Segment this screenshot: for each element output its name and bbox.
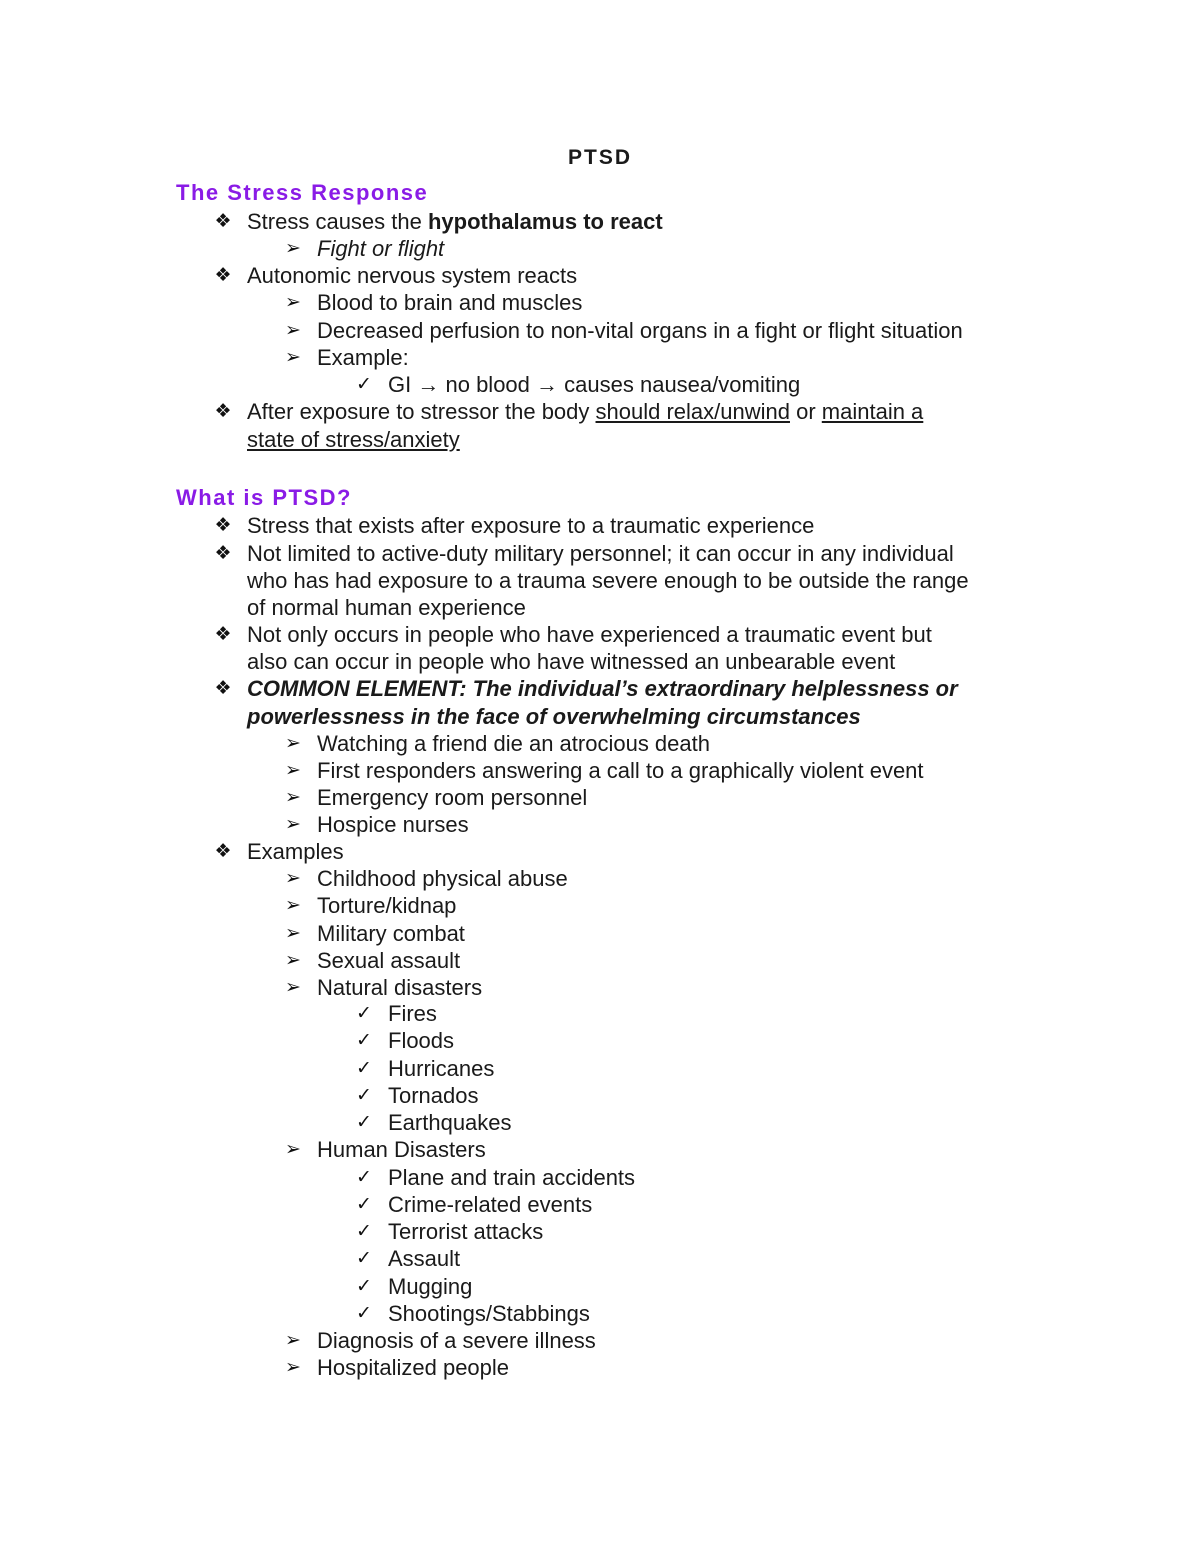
- list-item: ❖ Autonomic nervous system reacts: [247, 262, 577, 289]
- arrowhead-bullet-icon: ➢: [285, 292, 301, 313]
- list-item: ➢ Emergency room personnel: [317, 784, 587, 811]
- section-heading-what-is-ptsd: What is PTSD?: [176, 485, 352, 510]
- diamond-bullet-icon: ❖: [214, 515, 232, 536]
- arrowhead-bullet-icon: ➢: [285, 1139, 301, 1160]
- list-item: ➢ Hospice nurses: [317, 811, 469, 838]
- arrowhead-bullet-icon: ➢: [285, 950, 301, 971]
- list-item: ✓ GI → no blood → causes nausea/vomiting: [388, 371, 800, 398]
- section-heading-stress-response: The Stress Response: [176, 180, 429, 205]
- arrowhead-bullet-icon: ➢: [285, 923, 301, 944]
- document-title: PTSD: [567, 146, 632, 169]
- list-item: ➢ Fight or flight: [317, 235, 444, 262]
- list-item: ➢ Sexual assault: [317, 947, 460, 974]
- list-item: ✓ Assault: [388, 1245, 460, 1272]
- arrowhead-bullet-icon: ➢: [285, 760, 301, 781]
- list-item: ➢ Childhood physical abuse: [317, 865, 568, 892]
- check-bullet-icon: ✓: [356, 1248, 372, 1269]
- check-bullet-icon: ✓: [356, 1276, 372, 1297]
- list-item: ➢ Example:: [317, 344, 409, 371]
- list-item: ➢ Military combat: [317, 920, 465, 947]
- list-item: ➢ Natural disasters: [317, 974, 482, 1001]
- arrowhead-bullet-icon: ➢: [285, 814, 301, 835]
- list-item: ❖ Examples: [247, 838, 344, 865]
- diamond-bullet-icon: ❖: [214, 624, 232, 645]
- list-item: ✓ Hurricanes: [388, 1055, 494, 1082]
- check-bullet-icon: ✓: [356, 1030, 372, 1051]
- list-item: ➢ Torture/kidnap: [317, 892, 456, 919]
- list-item: ✓ Crime-related events: [388, 1191, 592, 1218]
- list-item: ❖ Stress that exists after exposure to a traumatic experience: [247, 512, 814, 539]
- check-bullet-icon: ✓: [356, 1194, 372, 1215]
- list-item-common-element: ❖ COMMON ELEMENT: The individual’s extraordinary helplessness or: [247, 675, 958, 702]
- check-bullet-icon: ✓: [356, 1167, 372, 1188]
- list-item: ✓ Tornados: [388, 1082, 479, 1109]
- list-item: ✓ Plane and train accidents: [388, 1164, 635, 1191]
- list-item: ✓ Shootings/Stabbings: [388, 1300, 590, 1327]
- list-item: ➢ Hospitalized people: [317, 1354, 509, 1381]
- right-arrow-icon: →: [417, 372, 440, 397]
- check-bullet-icon: ✓: [356, 1303, 372, 1324]
- list-item: ➢ First responders answering a call to a graphically violent event: [317, 757, 924, 784]
- arrowhead-bullet-icon: ➢: [285, 868, 301, 889]
- list-item-continuation: who has had exposure to a trauma severe enough to be outside the range: [247, 568, 969, 593]
- right-arrow-icon: →: [536, 372, 559, 397]
- list-item: ✓ Fires: [388, 1000, 437, 1027]
- check-bullet-icon: ✓: [356, 1085, 372, 1106]
- arrowhead-bullet-icon: ➢: [285, 895, 301, 916]
- list-item: ➢ Blood to brain and muscles: [317, 289, 582, 316]
- diamond-bullet-icon: ❖: [214, 211, 232, 232]
- diamond-bullet-icon: ❖: [214, 265, 232, 286]
- check-bullet-icon: ✓: [356, 1058, 372, 1079]
- diamond-bullet-icon: ❖: [214, 401, 232, 422]
- list-item: ❖ Not only occurs in people who have experienced a traumatic event but: [247, 621, 932, 648]
- list-item-continuation: powerlessness in the face of overwhelming circumstances: [247, 704, 861, 729]
- arrowhead-bullet-icon: ➢: [285, 787, 301, 808]
- arrowhead-bullet-icon: ➢: [285, 977, 301, 998]
- arrowhead-bullet-icon: ➢: [285, 320, 301, 341]
- list-item: ❖ Not limited to active-duty military personnel; it can occur in any individual: [247, 540, 954, 567]
- list-item: ➢ Human Disasters: [317, 1136, 486, 1163]
- list-item: ❖ Stress causes the hypothalamus to react: [247, 208, 663, 235]
- list-item-continuation: also can occur in people who have witnessed an unbearable event: [247, 649, 896, 674]
- list-item-continuation: of normal human experience: [247, 595, 526, 620]
- arrowhead-bullet-icon: ➢: [285, 1330, 301, 1351]
- arrowhead-bullet-icon: ➢: [285, 733, 301, 754]
- list-item-continuation: state of stress/anxiety: [247, 427, 460, 452]
- check-bullet-icon: ✓: [356, 1221, 372, 1242]
- diamond-bullet-icon: ❖: [214, 678, 232, 699]
- list-item: ✓ Mugging: [388, 1273, 472, 1300]
- list-item: ❖ After exposure to stressor the body should relax/unwind or maintain a: [247, 398, 923, 425]
- list-item: ➢ Diagnosis of a severe illness: [317, 1327, 596, 1354]
- list-item: ✓ Earthquakes: [388, 1109, 512, 1136]
- list-item: ➢ Decreased perfusion to non-vital organs in a fight or flight situation: [317, 317, 963, 344]
- diamond-bullet-icon: ❖: [214, 543, 232, 564]
- list-item: ✓ Floods: [388, 1027, 454, 1054]
- list-item: ✓ Terrorist attacks: [388, 1218, 543, 1245]
- check-bullet-icon: ✓: [356, 1112, 372, 1133]
- arrowhead-bullet-icon: ➢: [285, 1357, 301, 1378]
- check-bullet-icon: ✓: [356, 1003, 372, 1024]
- arrowhead-bullet-icon: ➢: [285, 238, 301, 259]
- diamond-bullet-icon: ❖: [214, 841, 232, 862]
- check-bullet-icon: ✓: [356, 374, 372, 395]
- list-item: ➢ Watching a friend die an atrocious death: [317, 730, 710, 757]
- arrowhead-bullet-icon: ➢: [285, 347, 301, 368]
